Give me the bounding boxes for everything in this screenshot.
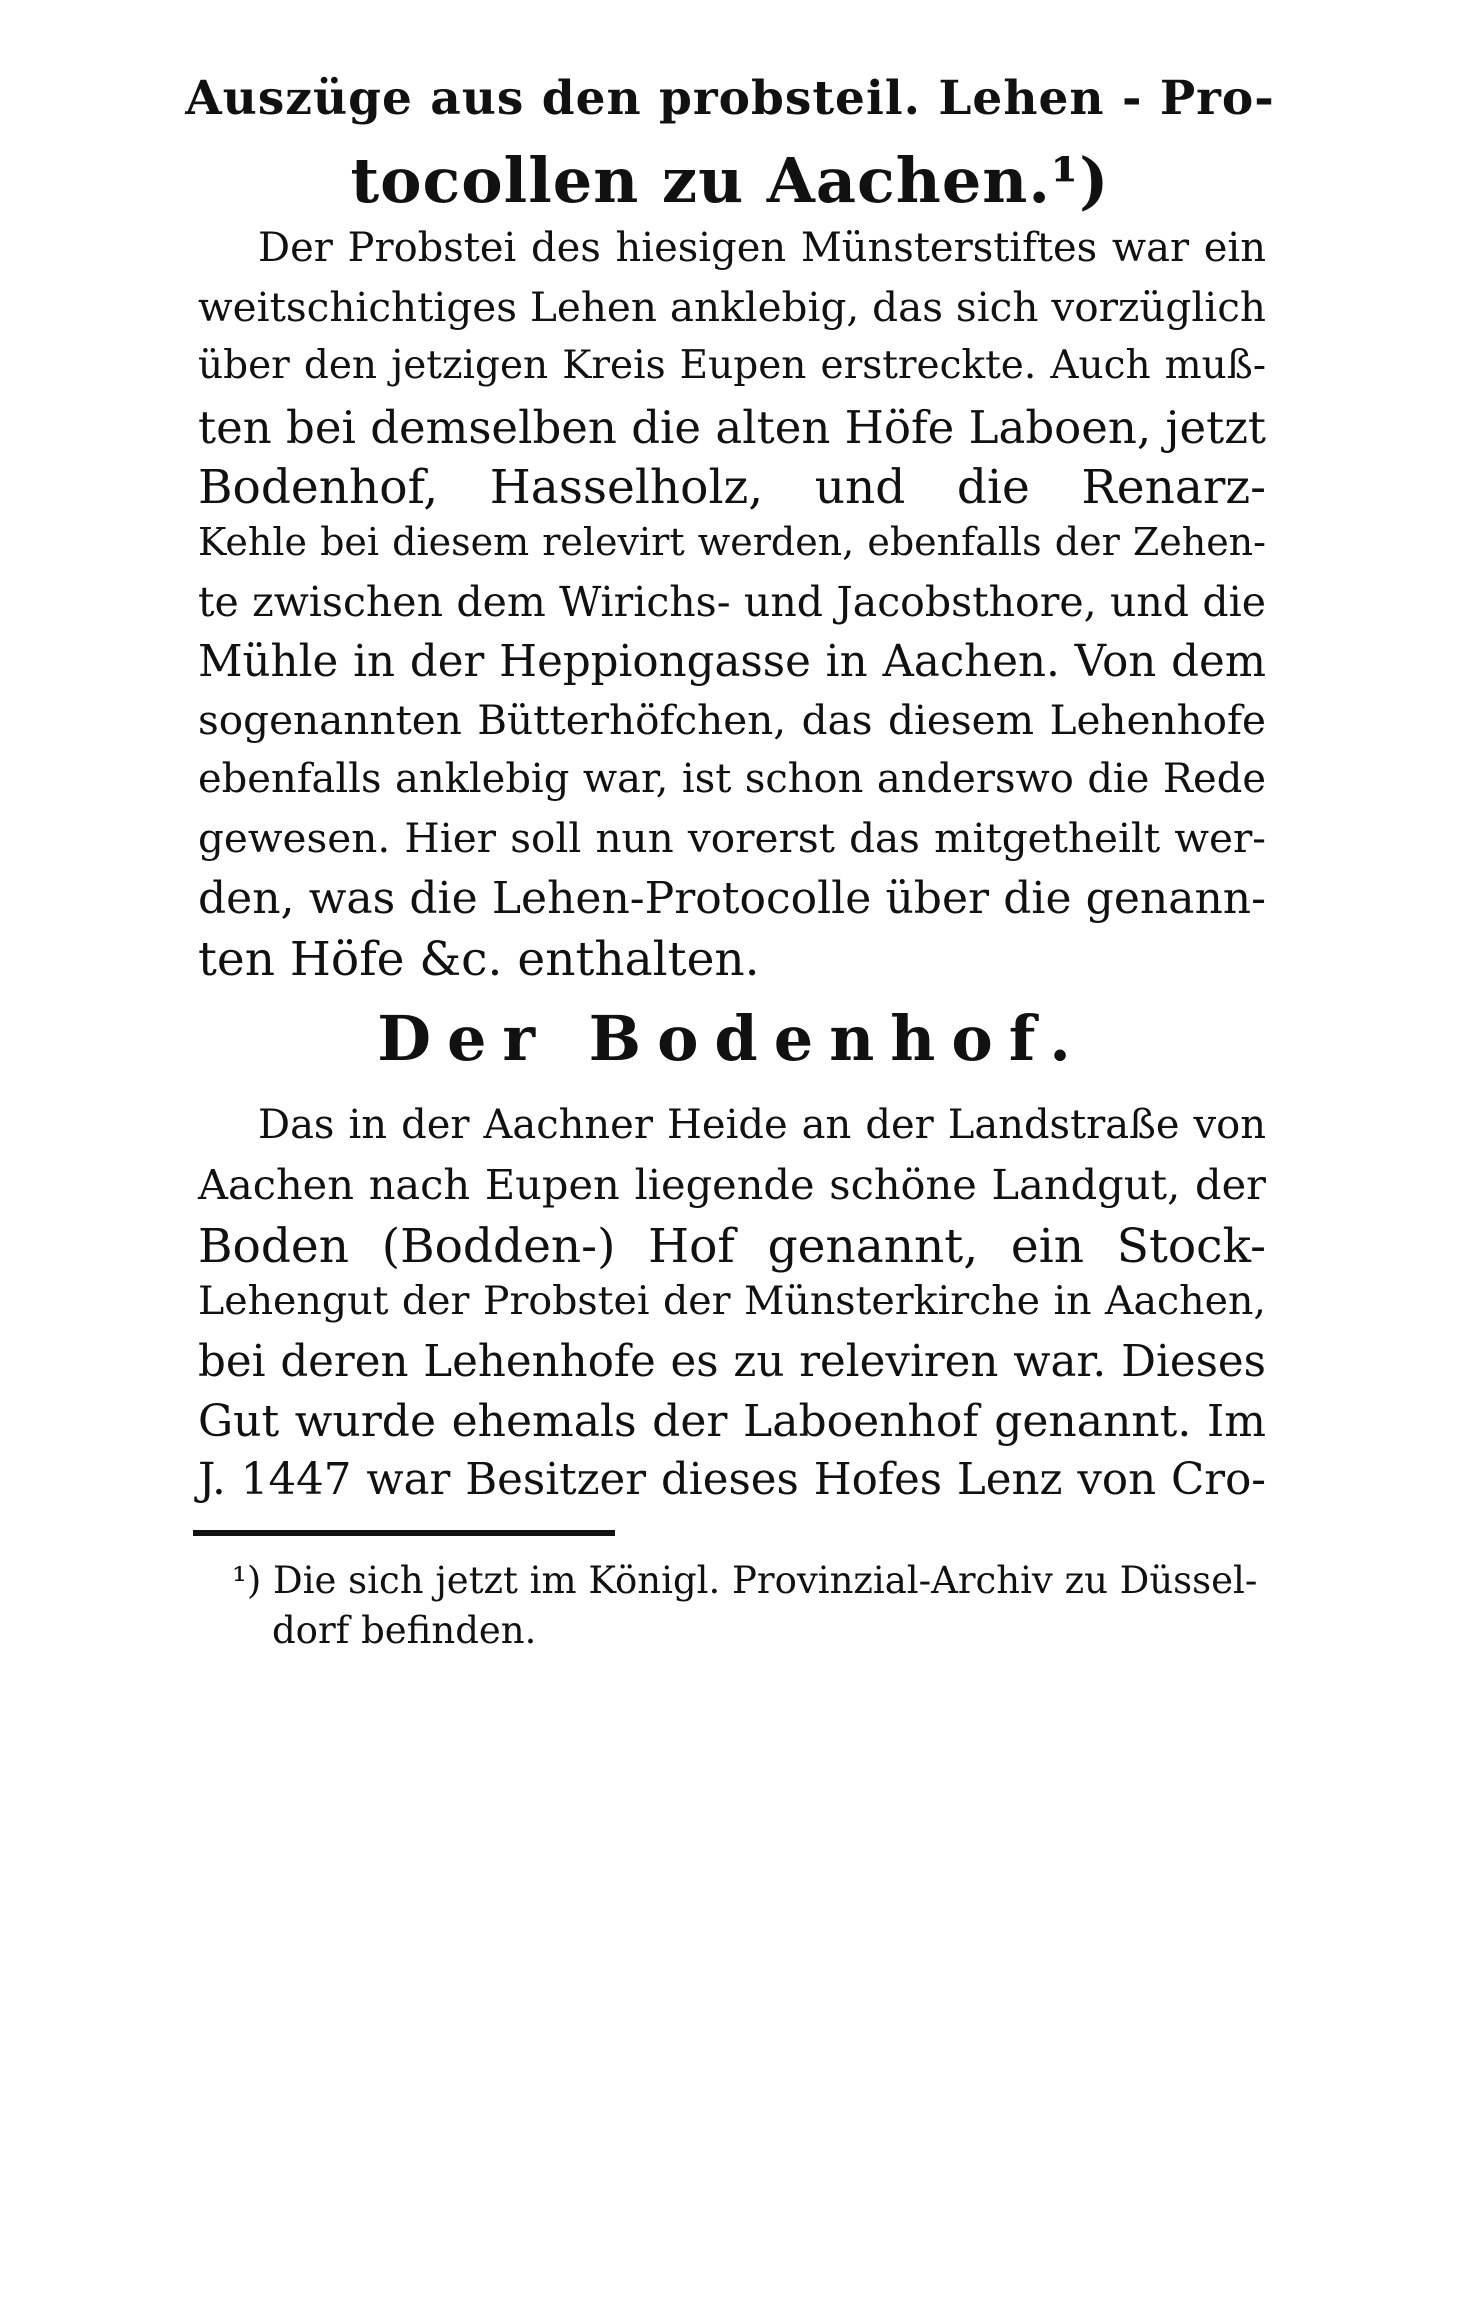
paragraph2-line: bei deren Lehenhofe es zu releviren war. Dieses <box>198 1337 1266 1387</box>
title-line-1: Auszüge aus den probsteil. Lehen - Pro- <box>185 71 1275 126</box>
footnote-rule <box>193 1530 615 1536</box>
title-line-2: tocollen zu Aachen.¹) <box>350 144 1110 217</box>
paragraph1-line: ebenfalls anklebig war, ist schon anderswo die Rede <box>198 756 1266 802</box>
section-heading: Der Bodenhof. <box>377 1002 1087 1075</box>
paragraph2-line: Boden (Bodden-) Hof genannt, ein Stock- <box>198 1219 1266 1274</box>
paragraph1-line: ten Höfe &c. enthalten. <box>198 932 760 987</box>
paragraph1-line: Kehle bei diesem relevirt werden, ebenfalls der Zehen- <box>198 520 1266 564</box>
paragraph1-line: te zwischen dem Wirichs- und Jacobsthore, und die <box>198 578 1266 626</box>
footnote-line-1: ¹) Die sich jetzt im Königl. Provinzial-Archiv zu Düssel- <box>232 1559 1258 1602</box>
paragraph2-line: Das in der Aachner Heide an der Landstraße von <box>258 1102 1266 1148</box>
paragraph1-line: weitschichtiges Lehen anklebig, das sich vorzüglich <box>198 283 1266 331</box>
paragraph1-line: den, was die Lehen-Protocolle über die genann- <box>198 873 1266 924</box>
paragraph1-line: ten bei demselben die alten Höfe Laboen, jetzt <box>198 401 1266 454</box>
paragraph1-line: sogenannten Bütterhöfchen, das diesem Lehenhofe <box>198 696 1266 744</box>
paragraph2-line: Lehengut der Probstei der Münsterkirche in Aachen, <box>198 1278 1266 1324</box>
paragraph1-line: über den jetzigen Kreis Eupen erstreckte. Auch muß- <box>198 343 1266 388</box>
paragraph1-line: gewesen. Hier soll nun vorerst das mitgetheilt wer- <box>198 814 1266 862</box>
paragraph1-line: Der Probstei des hiesigen Münsterstiftes war ein <box>258 225 1266 271</box>
paragraph1-line: Mühle in der Heppiongasse in Aachen. Von dem <box>198 637 1266 687</box>
paragraph1-line: Bodenhof, Hasselholz, und die Renarz- <box>198 460 1266 515</box>
paragraph2-line: Gut wurde ehemals der Laboenhof genannt. Im <box>198 1396 1266 1447</box>
paragraph2-line: J. 1447 war Besitzer dieses Hofes Lenz von Cro- <box>198 1455 1266 1505</box>
paragraph2-line: Aachen nach Eupen liegende schöne Landgut, der <box>198 1160 1266 1209</box>
footnote-line-2: dorf befinden. <box>272 1609 537 1652</box>
